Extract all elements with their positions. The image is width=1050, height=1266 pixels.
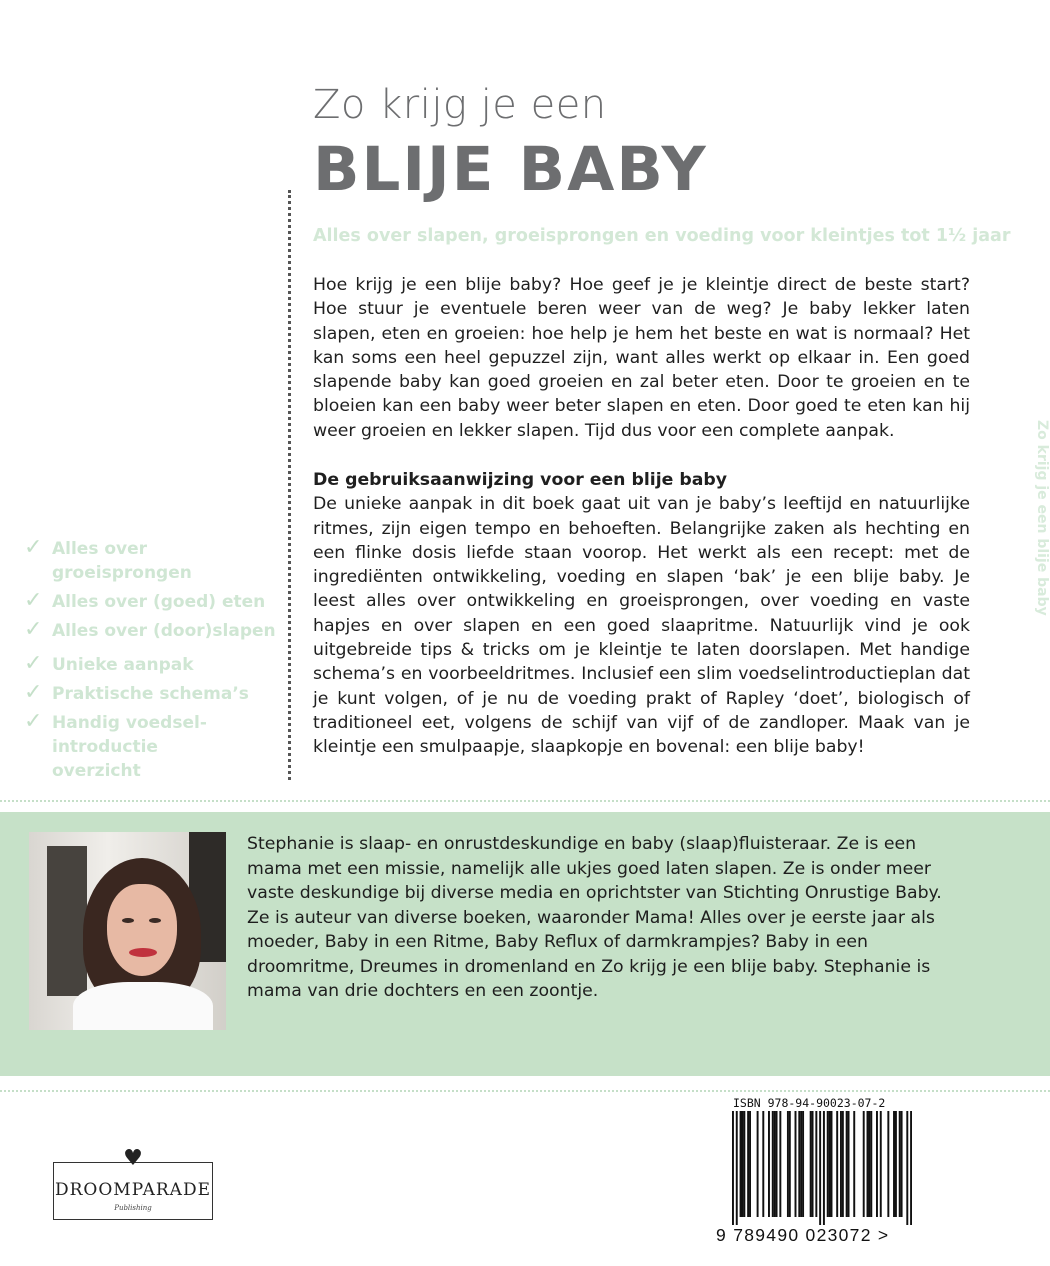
barcode-bar bbox=[868, 1111, 870, 1217]
barcode-bar bbox=[798, 1111, 800, 1217]
dotted-separator bbox=[0, 1090, 1050, 1092]
author-photo bbox=[29, 832, 226, 1030]
barcode-digits: 9 789490 023072 > bbox=[716, 1225, 890, 1245]
barcode-bar bbox=[906, 1111, 908, 1225]
heart-icon: ♥ bbox=[123, 1146, 143, 1171]
feature-list-1 bbox=[24, 537, 286, 648]
list-item: ✓ Alles over (door)slapen bbox=[24, 617, 276, 642]
check-icon: ✓ bbox=[24, 680, 43, 705]
barcode-bar bbox=[795, 1111, 797, 1217]
publisher-logo bbox=[53, 1148, 213, 1220]
barcode-bar bbox=[757, 1111, 759, 1217]
barcode-bar bbox=[901, 1111, 903, 1217]
barcode-bar bbox=[876, 1111, 878, 1217]
barcode-bar bbox=[740, 1111, 742, 1217]
dotted-separator bbox=[0, 800, 1050, 802]
barcode-block bbox=[716, 1096, 916, 1250]
publisher-sub: Publishing bbox=[114, 1204, 152, 1212]
check-icon: ✓ bbox=[24, 588, 43, 613]
intro-paragraph: Hoe krijg je een blije baby? Hoe geef je je kleintje direct de beste start? Hoe stuur je eventuele beren weer van de weg? Je baby lekker laten slapen, eten en groeien: hoe help je hem het beste en wat is normaal? Het kan soms een heel gepuzzel zijn, want alles werkt op elkaar in. Een goed slapende baby kan goed groeien en zal beter eten. Door te groeien en te bloeien kan een baby weer beter slapen en eten. Door goed te eten kan hij weer groeien en lekker slapen. Tijd dus voor een complete aanpak. bbox=[313, 275, 970, 441]
barcode-bar bbox=[779, 1111, 781, 1217]
spine-text: Zo krijg je een blije baby bbox=[1034, 420, 1050, 616]
barcode-bar bbox=[829, 1111, 831, 1217]
barcode-bar bbox=[747, 1111, 749, 1217]
barcode-bar bbox=[819, 1111, 821, 1225]
barcode-bar bbox=[853, 1111, 855, 1217]
barcode-bar bbox=[870, 1111, 872, 1217]
barcode-bar bbox=[732, 1111, 734, 1225]
barcode-bars bbox=[732, 1111, 912, 1225]
check-icon: ✓ bbox=[24, 617, 43, 642]
barcode-bar bbox=[899, 1111, 901, 1217]
feature-list-2 bbox=[24, 653, 286, 788]
title-big: BLIJE BABY bbox=[313, 134, 708, 205]
barcode-bar bbox=[762, 1111, 764, 1217]
barcode-bar bbox=[749, 1111, 751, 1217]
barcode-bar bbox=[842, 1111, 844, 1217]
list-item: ✓ Handig voedsel-introductie overzicht bbox=[24, 709, 207, 781]
barcode-bar bbox=[863, 1111, 865, 1217]
check-icon: ✓ bbox=[24, 651, 43, 676]
barcode-bar bbox=[800, 1111, 802, 1217]
barcode-bar bbox=[823, 1111, 825, 1225]
list-item: ✓ Praktische schema’s bbox=[24, 680, 249, 705]
subtitle: Alles over slapen, groeisprongen en voeding voor kleintjes tot 1½ jaar bbox=[313, 226, 1011, 246]
list-item: ✓ Alles over (goed) eten bbox=[24, 588, 266, 613]
barcode-bar bbox=[827, 1111, 829, 1217]
barcode-bar bbox=[887, 1111, 889, 1217]
barcode-bar bbox=[848, 1111, 850, 1217]
vertical-divider bbox=[288, 190, 291, 780]
barcode-bar bbox=[787, 1111, 789, 1217]
barcode-bar bbox=[880, 1111, 882, 1217]
barcode-bar bbox=[846, 1111, 848, 1217]
barcode-bar bbox=[741, 1111, 743, 1217]
barcode-bar bbox=[774, 1111, 776, 1217]
barcode-bar bbox=[789, 1111, 791, 1217]
barcode-bar bbox=[867, 1111, 869, 1217]
list-item: ✓ Unieke aanpak bbox=[24, 651, 194, 676]
barcode-bar bbox=[831, 1111, 833, 1217]
barcode-bar bbox=[893, 1111, 895, 1217]
barcode-bar bbox=[812, 1111, 814, 1217]
barcode-bar bbox=[776, 1111, 778, 1217]
usage-section bbox=[313, 468, 970, 760]
barcode-bar bbox=[810, 1111, 812, 1217]
barcode-bar bbox=[836, 1111, 838, 1217]
barcode-bar bbox=[736, 1111, 738, 1225]
isbn-label: ISBN 978-94-90023-07-2 bbox=[733, 1096, 886, 1110]
check-icon: ✓ bbox=[24, 709, 43, 734]
publisher-name: DROOMPARADE bbox=[55, 1180, 211, 1200]
check-icon: ✓ bbox=[24, 535, 43, 560]
section-text: De unieke aanpak in dit boek gaat uit van je baby’s leeftijd en natuurlijke ritmes, zijn eigen tempo en behoeften. Belangrijke zaken als hechting en een flinke dosis liefde staan voorop. Het werkt als een recept: met de ingrediënten ontwikkeling, voeding en slapen ‘bak’ je een blije baby. Je leest alles over ontwikkeling en groeisprongen, over voeding en vaste hapjes en over slapen en een goed slaapritme. Natuurlijk vind je ook uitgebreide tips & tricks om je kleintje te laten doorslapen. Met handige schema’s en voorbeeldritmes. Inclusief een slim voedselintroductieplan dat je kunt volgen, of je nu de voeding prakt of Rapley ‘doet’, biologisch of traditioneel eet, volgens de schijf van vijf of de zandloper. Maak van je kleintje een smulpaapje, slaapkopje en bovenal: een blije baby! bbox=[313, 494, 970, 758]
barcode-bar bbox=[802, 1111, 804, 1217]
barcode-bar bbox=[743, 1111, 745, 1217]
author-bio: Stephanie is slaap- en onrustdeskundige en baby (slaap)fluisteraar. Ze is een mama met een missie, namelijk alle ukjes goed laten slapen. Ze is onder meer vaste deskundige bij diverse media en oprichtster van Stichting Onrustige Baby. Ze is auteur van diverse boeken, waaronder Mama! Alles over je eerste jaar als moeder, Baby in een Ritme, Baby Reflux of darmkrampjes? Baby in een droomritme, Dreumes in dromenland en Zo krijg je een blije baby. Stephanie is mama van drie dochters en een zoontje. bbox=[247, 834, 942, 1001]
barcode-bar bbox=[840, 1111, 842, 1217]
barcode-bar bbox=[772, 1111, 774, 1217]
barcode-bar bbox=[910, 1111, 912, 1225]
barcode-bar bbox=[895, 1111, 897, 1217]
section-heading: De gebruiksaanwijzing voor een blije baby bbox=[313, 470, 728, 490]
list-item: ✓ Alles over groeisprongen bbox=[24, 535, 192, 583]
title-small: Zo krijg je een bbox=[313, 82, 607, 128]
barcode-bar bbox=[768, 1111, 770, 1217]
barcode-bar bbox=[815, 1111, 817, 1217]
